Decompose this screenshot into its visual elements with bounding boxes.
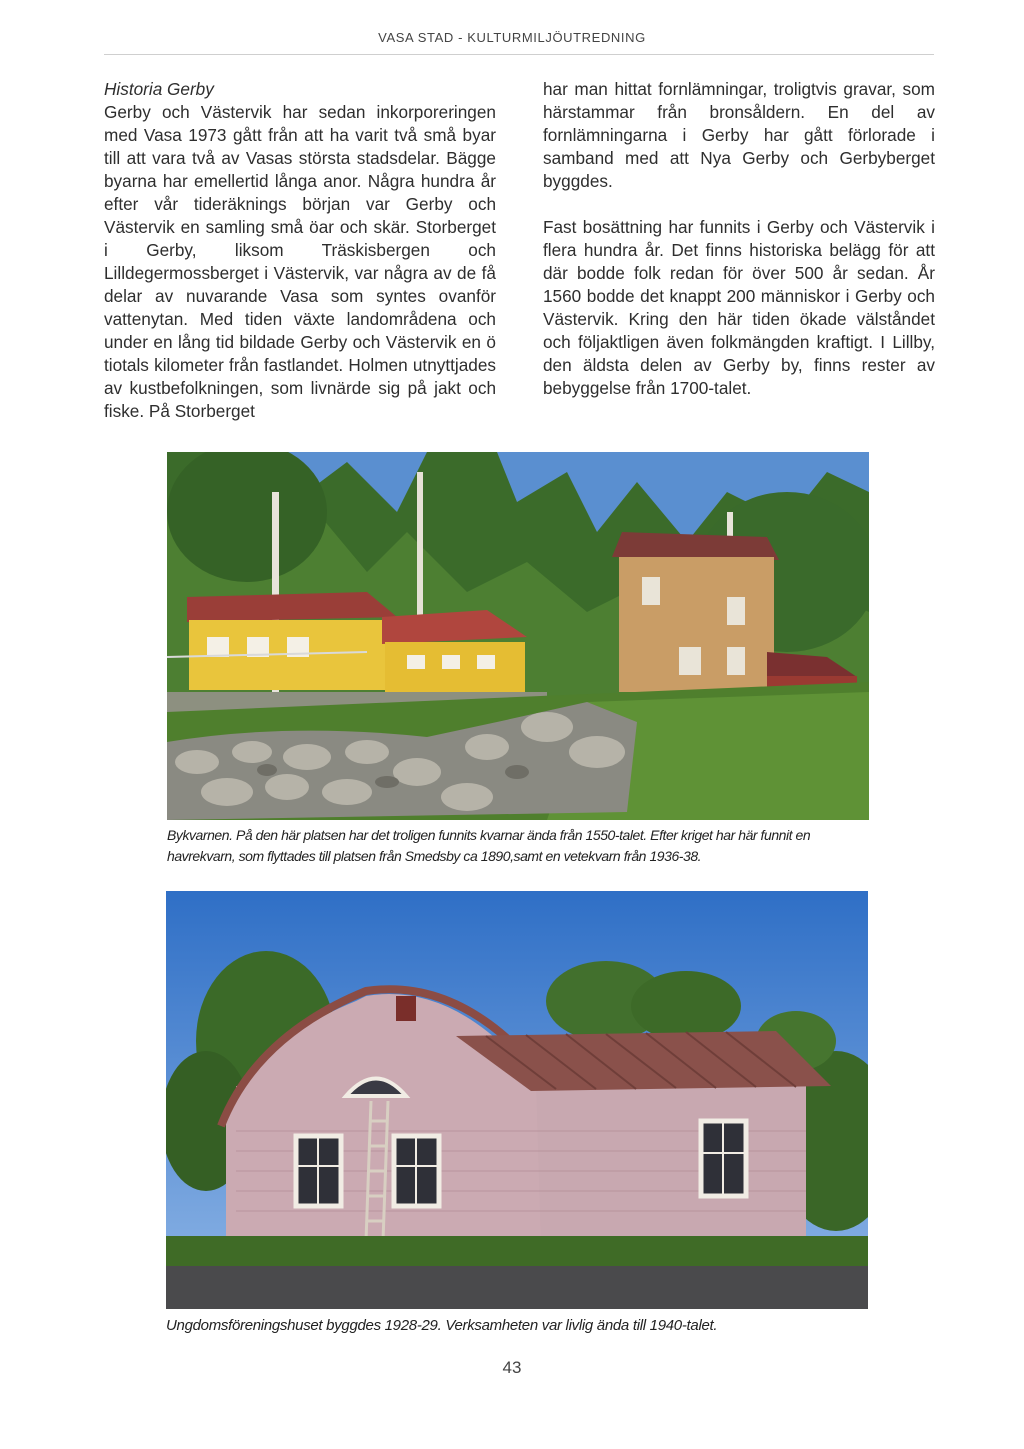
page-number: 43 (502, 1358, 522, 1377)
youth-hall-photo-illustration (166, 891, 868, 1309)
right-paragraph-2: Fast bosättning har funnits i Gerby och Västervik i flera hundra år. Det finns historiska belägg för att där bodde folk redan för över 500 år sedan. År 1560 bodde det knappt 200 människor i Gerby och Västervik. Kring den här tiden ökade välståndet och följaktligen även folkmängden kraftigt. I Lillby, den äldsta delen av Gerby by, finns rester av bebyggelse från 1700-talet. (543, 217, 935, 398)
mill-photo-illustration (167, 452, 869, 820)
mill-photo-caption: Bykvarnen. På den här platsen har det troligen funnits kvarnar ända från 1550-talet. Efter kriget har här funnit en havrekvarn, som flyttades till platsen från Smedsby ca 1890,samt en vetekvarn från 1936-38. (167, 827, 811, 864)
running-header: VASA STAD - KULTURMILJÖUTREDNING (378, 30, 646, 45)
right-column (543, 78, 935, 400)
left-column (104, 78, 496, 423)
mill-photo (167, 452, 869, 820)
youth-hall-photo (166, 891, 868, 1309)
youth-hall-photo-caption: Ungdomsföreningshuset byggdes 1928-29. Verksamheten var livlig ända till 1940-talet. (166, 1317, 718, 1334)
left-paragraph: Gerby och Västervik har sedan inkorporeringen med Vasa 1973 gått från att ha varit två små byar till att vara två av Vasas största stadsdelar. Bägge byarna har emellertid långa anor. Några hundra år efter vår tideräknings början var Gerby och Västervik en samling små öar och skär. Storberget i Gerby, liksom Träskisbergen och Lilldegermossberget i Västervik, var några av de få delar av nuvarande Vasa som syntes ovanför vattenytan. Med tiden växte landområdena och under en lång tid bildade Gerby och Västervik en ö tiotals kilometer från fastlandet. Holmen utnyttjades av kustbefolkningen, som livnärde sig på jakt och fiske. På Storberget (104, 102, 496, 421)
paragraph-gap (543, 193, 935, 216)
right-paragraph-1: har man hittat fornlämningar, troligtvis gravar, som härstammar från bronsåldern. En del av fornlämningarna i Gerby har gått förlorade i samband med att Nya Gerby och Gerbyberget byggdes. (543, 79, 935, 191)
section-title: Historia Gerby (104, 79, 214, 99)
header-divider (104, 54, 934, 55)
